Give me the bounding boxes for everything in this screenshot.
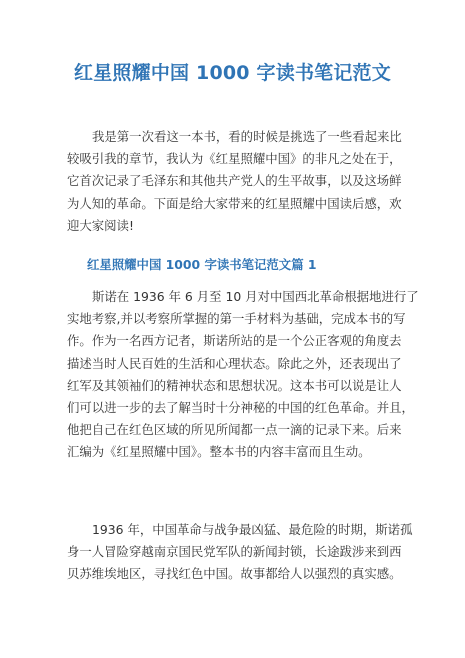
document-title: 红星照耀中国 1000 字读书笔记范文 bbox=[74, 62, 391, 84]
text-line: 1936 年，中国革命与战争最凶猛、最危险的时期，斯诺孤 bbox=[92, 522, 413, 537]
text-line: 作。作为一名西方记者，斯诺所站的是一个公正客观的角度去 bbox=[67, 333, 402, 349]
text-line: 为人知的革命。下面是给大家带来的红星照耀中国读后感，欢 bbox=[67, 195, 402, 211]
text-line: 们可以进一步的去了解当时十分神秘的中国的红色革命。并且， bbox=[67, 399, 414, 415]
text-line: 红军及其领袖们的精神状态和思想状况。这本书可以说是让人 bbox=[67, 377, 402, 393]
text-line: 斯诺在 1936 年 6 月至 10 月对中国西北革命根据地进行了 bbox=[92, 289, 419, 304]
body-paragraph-2 bbox=[67, 519, 413, 586]
section-heading: 红星照耀中国 1000 字读书笔记范文篇 1 bbox=[87, 257, 317, 272]
body-paragraph-1 bbox=[67, 286, 419, 464]
text-line: 他把自己在红色区域的所见所闻都一点一滴的记录下来。后来 bbox=[67, 422, 402, 438]
text-line: 较吸引我的章节，我认为《红星照耀中国》的非凡之处在于， bbox=[67, 151, 402, 167]
text-line: 它首次记录了毛泽东和其他共产党人的生平故事，以及这场鲜 bbox=[67, 173, 402, 189]
text-line: 描述当时人民百姓的生活和心理状态。除此之外，还表现出了 bbox=[67, 355, 402, 371]
text-line: 迎大家阅读! bbox=[67, 217, 134, 233]
text-line: 实地考察,并以考察所掌握的第一手材料为基础，完成本书的写 bbox=[67, 311, 406, 327]
text-line: 身一人冒险穿越南京国民党军队的新闻封锁，长途跋涉来到西 bbox=[67, 544, 402, 560]
text-line: 汇编为《红星照耀中国》。整本书的内容丰富而且生动。 bbox=[67, 444, 371, 460]
text-line: 我是第一次看这一本书，看的时候是挑选了一些看起来比 bbox=[92, 129, 402, 144]
intro-paragraph bbox=[67, 126, 400, 237]
text-line: 贝苏维埃地区，寻找红色中国。故事都给人以强烈的真实感。 bbox=[67, 566, 402, 582]
